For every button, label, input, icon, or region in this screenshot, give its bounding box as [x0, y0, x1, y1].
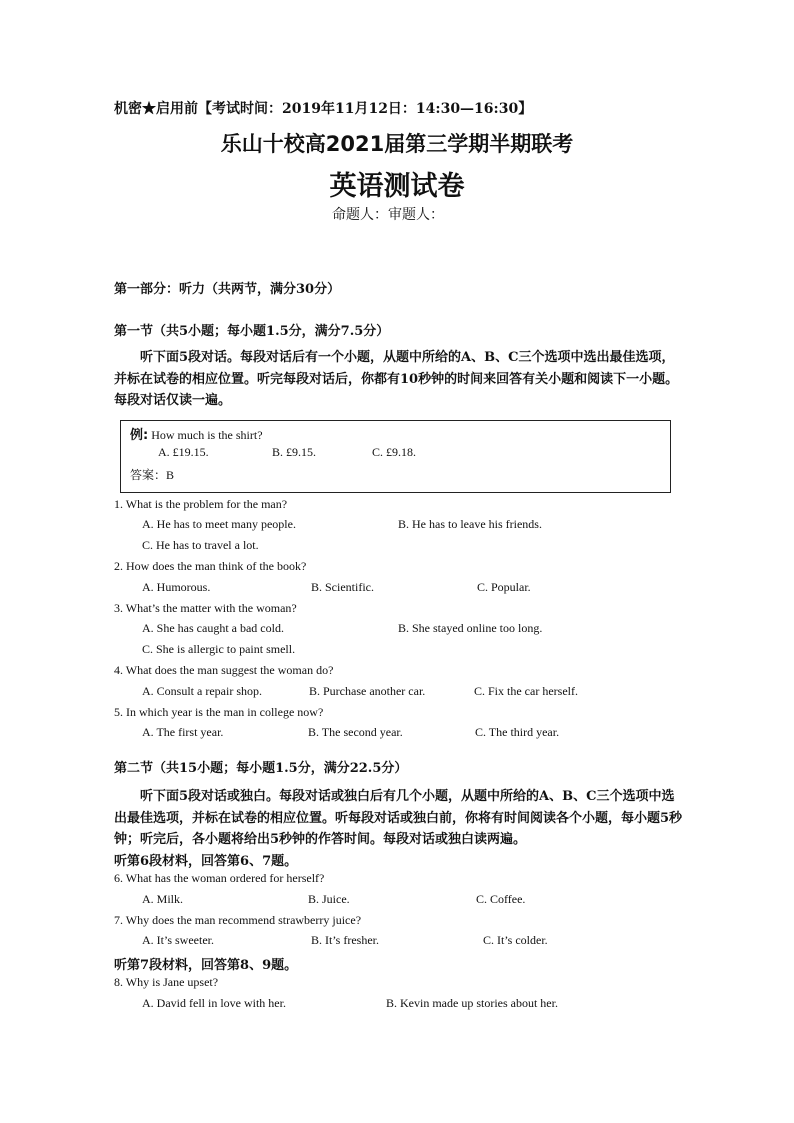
group-heading-7: 听第7段材料，回答第8、9题。 — [114, 958, 298, 973]
q5-option-a: A. The first year. — [142, 725, 224, 739]
question-7: 7. Why does the man recommend strawberry juice? — [114, 913, 362, 927]
question-1: 1. What is the problem for the man? — [114, 497, 288, 511]
q2-option-c: C. Popular. — [477, 580, 531, 594]
question-5: 5. In which year is the man in college now? — [114, 705, 324, 719]
q2-option-a: A. Humorous. — [142, 580, 211, 594]
q3-option-a: A. She has caught a bad cold. — [142, 621, 284, 635]
q1-option-c: C. He has to travel a lot. — [142, 538, 259, 552]
exam-meta-line: 机密★启用前【考试时间：2019年11月12日：14:30—16:30】 — [114, 101, 533, 117]
exam-subtitle: 英语测试卷 — [329, 171, 465, 202]
q6-option-b: B. Juice. — [308, 892, 350, 906]
q3-option-b: B. She stayed online too long. — [398, 621, 543, 635]
example-answer: 答案：B — [130, 468, 175, 482]
q5-option-c: C. The third year. — [475, 725, 560, 739]
section2-heading: 第二节（共15小题；每小题1.5分，满分22.5分） — [114, 761, 408, 776]
example-option-a: A. £19.15. — [158, 445, 209, 459]
q6-option-a: A. Milk. — [142, 892, 184, 906]
q7-option-c: C. It’s colder. — [483, 933, 548, 947]
authors-line: 命题人：审题人： — [332, 207, 444, 223]
q3-option-c: C. She is allergic to paint smell. — [142, 642, 296, 656]
q8-option-b: B. Kevin made up stories about her. — [386, 996, 558, 1010]
q4-option-b: B. Purchase another car. — [309, 684, 426, 698]
q2-option-b: B. Scientific. — [311, 580, 374, 594]
q4-option-a: A. Consult a repair shop. — [142, 684, 262, 698]
question-6: 6. What has the woman ordered for herself? — [114, 871, 325, 885]
q4-option-c: C. Fix the car herself. — [474, 684, 578, 698]
q7-option-b: B. It’s fresher. — [311, 933, 379, 947]
question-2: 2. How does the man think of the book? — [114, 559, 307, 573]
part-heading: 第一部分：听力（共两节，满分30分） — [114, 282, 341, 297]
example-label: 例: — [130, 428, 149, 443]
q1-option-a: A. He has to meet many people. — [142, 517, 296, 531]
q5-option-b: B. The second year. — [308, 725, 403, 739]
section1-instructions: 听下面5段对话。每段对话后有一个小题，从题中所给的A、B、C三个选项中选出最佳选项，并标在试卷的相应位置。听完每段对话后，你都有10秒钟的时间来回答有关小题和阅读下一小题。每段对话仅读一遍。 — [114, 350, 679, 408]
q7-option-a: A. It’s sweeter. — [142, 933, 214, 947]
exam-title: 乐山十校高2021届第三学期半期联考 — [220, 132, 574, 156]
question-8: 8. Why is Jane upset? — [114, 975, 219, 989]
example-option-b: B. £9.15. — [272, 445, 317, 459]
group-heading-6: 听第6段材料，回答第6、7题。 — [114, 854, 298, 869]
example-option-c: C. £9.18. — [372, 445, 417, 459]
question-4: 4. What does the man suggest the woman do? — [114, 663, 334, 677]
example-question: How much is the shirt? — [151, 428, 263, 442]
section2-instructions: 听下面5段对话或独白。每段对话或独白后有几个小题，从题中所给的A、B、C三个选项中选出最佳选项，并标在试卷的相应位置。听每段对话或独白前，你将有时间阅读各个小题，每小题5秒钟；听完后，各小题将给出5秒钟的作答时间。每段对话或独白读两遍。 — [114, 789, 683, 847]
q6-option-c: C. Coffee. — [476, 892, 526, 906]
question-3: 3. What’s the matter with the woman? — [114, 601, 297, 615]
q8-option-a: A. David fell in love with her. — [142, 996, 286, 1010]
q1-option-b: B. He has to leave his friends. — [398, 517, 542, 531]
section1-heading: 第一节（共5小题；每小题1.5分，满分7.5分） — [114, 324, 390, 339]
example-question-line — [130, 424, 263, 443]
